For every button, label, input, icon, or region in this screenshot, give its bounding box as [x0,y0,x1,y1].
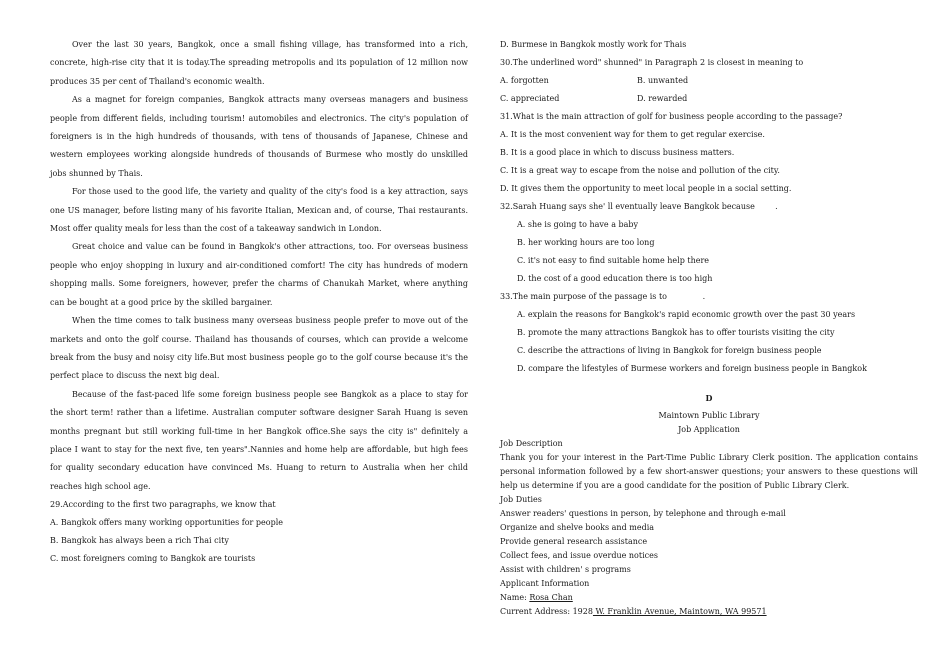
question-29-option-d: D. Burmese in Bangkok mostly work for Thais [500,40,687,49]
question-31-option-a: A. It is the most convenient way for them to get regular exercise. [500,130,765,139]
question-32-option-d: D. the cost of a good education there is too high [517,274,713,283]
question-30-options-row-1 [500,72,918,90]
section-d-heading: D [705,393,713,403]
right-column [500,36,918,619]
application-title: Job Application [678,425,740,434]
question-30-options-row-2 [500,90,918,108]
passage-paragraph-5: When the time comes to talk business many overseas business people prefer to move out of the markets and onto the golf course. Thailand has thousands of courses, which can provide a welcome break from the busy and noisy city life.But most business people go to the golf course because it's the perfect place to discuss the next big deal. [50,316,468,381]
question-29-option-b: B. Bangkok has always been a rich Thai city [50,536,229,546]
job-duty-item: Collect fees, and issue overdue notices [500,551,658,560]
question-30-option-c: C. appreciated [500,94,560,103]
job-duty-item: Answer readers' questions in person, by telephone and through e-mail [500,509,786,518]
applicant-address-label: Current Address: 1928 [500,607,593,616]
question-31-option-c: C. It is a great way to escape from the noise and pollution of the city. [500,166,780,175]
passage-paragraph-3: For those used to the good life, the variety and quality of the city's food is a key attraction, says one US manager, before listing many of his favorite Italian, Mexican and, of course, Thai restaurants. Most offer quality meals for less than the cost of a takeaway sandwich in London. [50,187,468,234]
job-description-label: Job Description [500,439,563,448]
question-32-option-b: B. her working hours are too long [517,238,655,247]
question-30-stem: 30.The underlined word" shunned" in Paragraph 2 is closest in meaning to [500,58,804,67]
applicant-name-label: Name: [500,593,530,602]
question-32-stem: 32.Sarah Huang says she' ll eventually leave Bangkok because . [500,202,778,211]
question-31-option-b: B. It is a good place in which to discuss business matters. [500,148,735,157]
job-description-text: Thank you for your interest in the Part-Time Public Library Clerk position. The application contains personal information followed by a few short-answer questions; your answers to these questions will help us determine if you are a good candidate for the position of Public Library Clerk. [500,453,918,490]
question-33-option-a: A. explain the reasons for Bangkok's rapid economic growth over the past 30 years [517,310,856,319]
question-33-option-c: C. describe the attractions of living in Bangkok for foreign business people [517,346,822,355]
job-duty-item: Organize and shelve books and media [500,523,655,532]
question-30-option-a: A. forgotten [500,76,549,85]
question-32-option-c: C. it's not easy to find suitable home help there [517,256,710,265]
question-30-option-b: B. unwanted [637,76,689,85]
question-31-option-d: D. It gives them the opportunity to meet local people in a social setting. [500,184,792,193]
question-33-option-b: B. promote the many attractions Bangkok has to offer tourists visiting the city [517,328,835,337]
applicant-name-line [500,591,918,605]
applicant-address-value: W. Franklin Avenue, Maintown, WA 99571 [592,607,767,616]
applicant-name-value: Rosa Chan [529,593,573,602]
question-32-option-a: A. she is going to have a baby [517,220,639,229]
question-30-option-d: D. rewarded [637,94,688,103]
passage-paragraph-1: Over the last 30 years, Bangkok, once a small fishing village, has transformed into a rich, concrete, high-rise city that it is today.The spreading metropolis and its population of 12 million now produces 35 per cent of Thailand's economic wealth. [50,40,468,86]
passage-paragraph-6: Because of the fast-paced life some foreign business people see Bangkok as a place to stay for the short term! rather than a lifetime. Australian computer software designer Sarah Huang is seven months pregnant but still working full-time in her Bangkok office.She says the city is" definitely a place I want to stay for the next five, ten years".Nannies and home help are affordable, but high fees for quality secondary education have convinced Ms. Huang to return to Australia when her child reaches high school age. [50,389,468,491]
question-33-option-d: D. compare the lifestyles of Burmese workers and foreign business people in Bangkok [517,364,867,373]
question-29-option-c: C. most foreigners coming to Bangkok are tourists [50,554,256,564]
left-column [50,36,468,568]
library-name: Maintown Public Library [658,411,760,420]
job-duty-item: Assist with children' s programs [500,565,631,574]
job-duty-item: Provide general research assistance [500,537,648,546]
question-33-stem: 33.The main purpose of the passage is to . [500,292,706,301]
job-duties-label: Job Duties [500,495,542,504]
applicant-address-line [500,605,918,619]
applicant-info-label: Applicant Information [500,579,590,588]
question-29-stem: 29.According to the first two paragraphs, we know that [50,500,276,510]
question-31-stem: 31.What is the main attraction of golf for business people according to the passage? [500,112,843,121]
passage-paragraph-4: Great choice and value can be found in Bangkok's other attractions, too. For overseas business people who enjoy shopping in luxury and air-conditioned comfort! The city has hundreds of modern shopping malls. Some foreigners, however, prefer the charms of Chanukah Market, where anything can be bought at a good price by the skilled bargainer. [50,242,468,307]
question-29-option-a: A. Bangkok offers many working opportunities for people [50,518,283,528]
passage-paragraph-2: As a magnet for foreign companies, Bangkok attracts many overseas managers and business people from different fields, including tourism! automobiles and electronics. The city's population of foreigners is in the high hundreds of thousands, with tens of thousands of Japanese, Chinese and western employees working alongside hundreds of thousands of Burmese who mostly do unskilled jobs shunned by Thais. [50,95,468,178]
